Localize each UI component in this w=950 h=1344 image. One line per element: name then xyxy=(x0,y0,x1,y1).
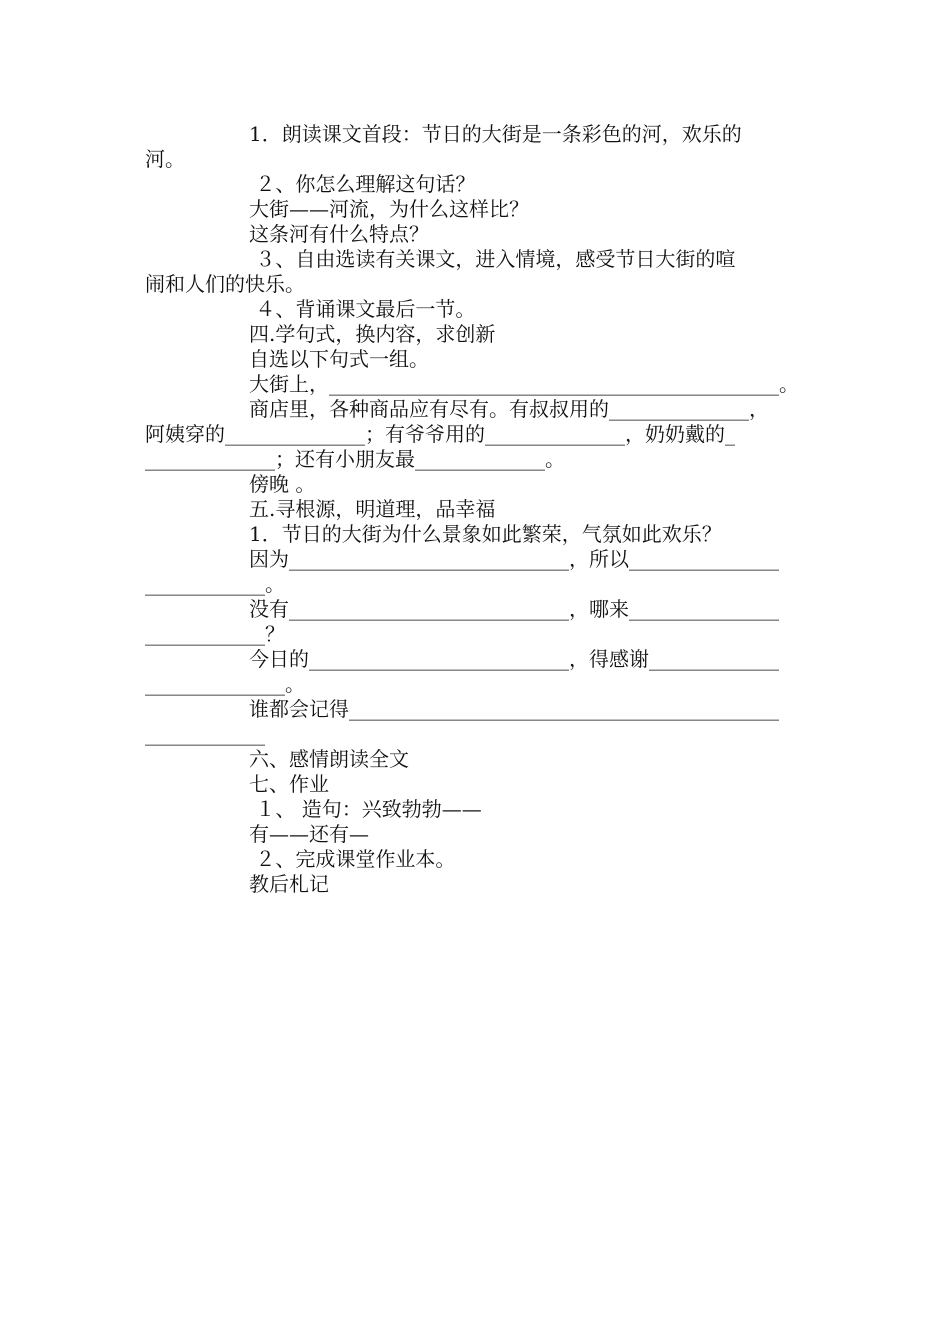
text-line: 教后札记 xyxy=(249,872,329,896)
text-line: 这条河有什么特点？ xyxy=(249,222,429,246)
text-line: ２、你怎么理解这句话？ xyxy=(249,172,476,196)
text-line: ２、完成课堂作业本。 xyxy=(249,847,456,871)
text-line: 商店里，各种商品应有尽有。有叔叔用的______________， xyxy=(249,397,769,421)
text-line: 1．节日的大街为什么景象如此繁荣，气氛如此欢乐？ xyxy=(249,522,722,546)
text-line: ____________ xyxy=(145,722,265,746)
text-line: 1．朗读课文首段：节日的大街是一条彩色的河，欢乐的 xyxy=(249,122,742,146)
text-line: 七、作业 xyxy=(249,772,329,796)
text-line: 五.寻根源，明道理，品幸福 xyxy=(249,497,496,521)
text-line: 河。 xyxy=(145,147,185,171)
text-line: ______________。 xyxy=(145,672,305,696)
text-line: 大街——河流，为什么这样比？ xyxy=(249,197,529,221)
text-line: 大街上，_____________________________________________。 xyxy=(249,372,799,396)
text-line: 四.学句式，换内容，求创新 xyxy=(249,322,496,346)
text-line: _____________；还有小朋友最_____________。 xyxy=(145,447,565,471)
text-line: 有——还有— xyxy=(249,822,369,846)
text-line: ____________。 xyxy=(145,572,285,596)
text-line: 阿姨穿的______________；有爷爷用的______________，奶奶戴的_ xyxy=(145,422,735,446)
text-line: 闹和人们的快乐。 xyxy=(145,272,305,296)
text-line: 没有____________________________，哪来_______________ xyxy=(249,597,779,621)
text-line: 傍晚 。 xyxy=(249,472,316,496)
document-body xyxy=(145,122,809,897)
text-line: ____________？ xyxy=(145,622,285,646)
text-line: 今日的__________________________，得感谢_____________ xyxy=(249,647,779,671)
text-line: 谁都会记得___________________________________________ xyxy=(249,697,779,721)
text-line: １、 造句：兴致勃勃—— xyxy=(249,797,482,821)
text-line: 自选以下句式一组。 xyxy=(249,347,429,371)
text-line: 六、感情朗读全文 xyxy=(249,747,409,771)
text-line: ３、自由选读有关课文，进入情境，感受节日大街的喧 xyxy=(249,247,736,271)
text-line: ４、背诵课文最后一节。 xyxy=(249,297,476,321)
text-line: 因为____________________________，所以_______________ xyxy=(249,547,779,571)
